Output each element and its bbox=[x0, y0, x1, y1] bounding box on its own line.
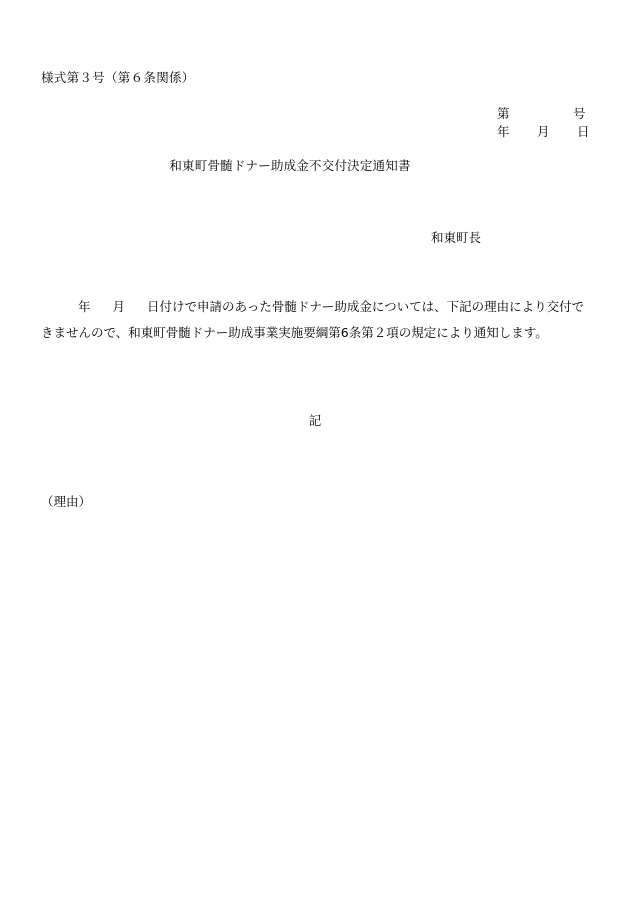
document-number bbox=[497, 104, 593, 120]
ki-heading: 記 bbox=[308, 413, 322, 428]
date-day: 日 bbox=[577, 124, 590, 139]
document-date bbox=[497, 122, 593, 138]
body-month: 月 bbox=[112, 299, 126, 314]
body-year: 年 bbox=[78, 299, 91, 314]
body-line-1 bbox=[41, 297, 607, 315]
date-month: 月 bbox=[537, 124, 550, 139]
reason-label: （理由） bbox=[41, 494, 92, 509]
sender: 和東町長 bbox=[431, 230, 482, 245]
number-prefix: 第 bbox=[497, 106, 510, 121]
body-text-1: 日付けで申請のあった骨髄ドナー助成金については、下記の理由により交付で bbox=[147, 299, 585, 314]
form-number: 様式第３号（第６条関係） bbox=[41, 70, 195, 85]
body-line-2: きませんので、和東町骨髄ドナー助成事業実施要綱第6条第２項の規定により通知します。 bbox=[41, 325, 548, 340]
date-year: 年 bbox=[497, 124, 510, 139]
number-suffix: 号 bbox=[573, 106, 586, 121]
document-title: 和東町骨髄ドナー助成金不交付決定通知書 bbox=[169, 158, 411, 173]
